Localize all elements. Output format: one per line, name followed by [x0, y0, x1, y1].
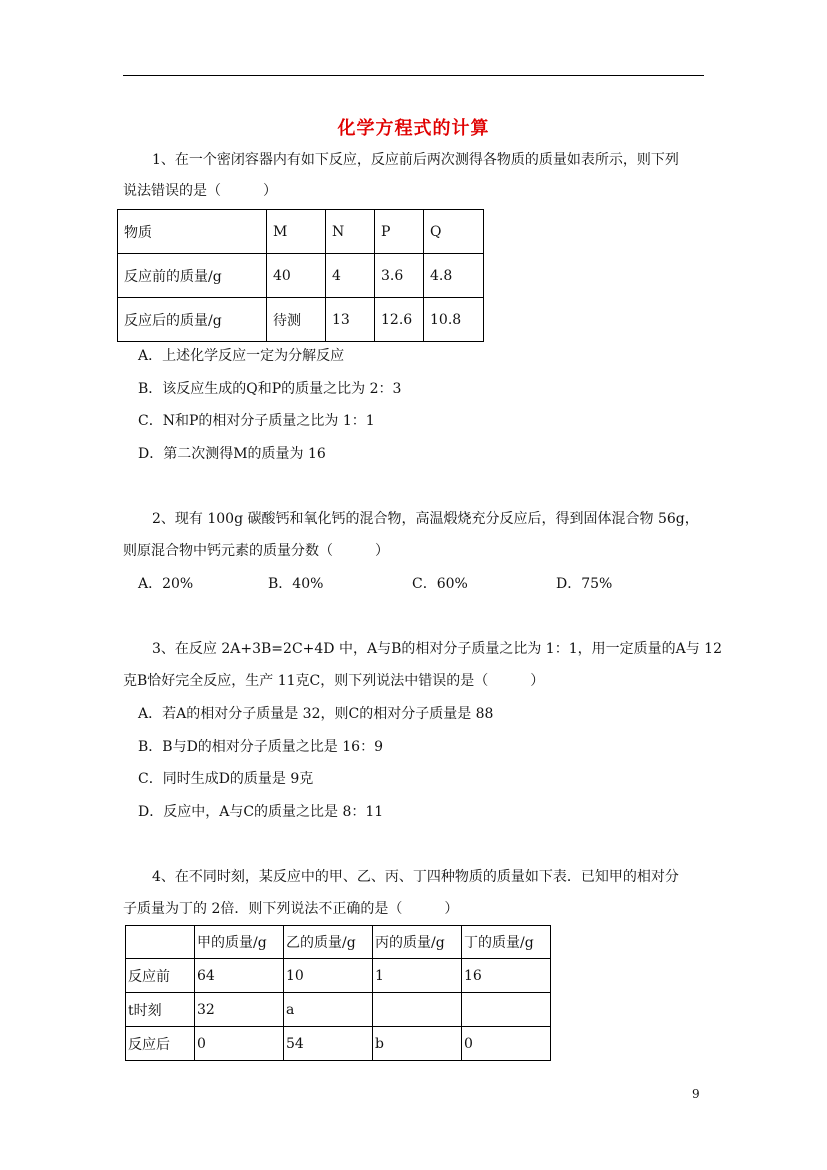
q1-stem-line2: 说法错误的是（ ）: [123, 183, 277, 199]
q2-option-c: C．60%: [412, 576, 468, 592]
q4-stem-line1: 4、在不同时刻，某反应中的甲、乙、丙、丁四种物质的质量如下表．已知甲的相对分: [152, 869, 679, 885]
table-cell: [126, 926, 195, 959]
table-cell: a: [284, 993, 373, 1027]
table-row: [118, 298, 484, 342]
q3-option-a: A．若A的相对分子质量是 32，则C的相对分子质量是 88: [138, 706, 494, 722]
q3-option-b: B．B与D的相对分子质量之比是 16：9: [138, 739, 383, 755]
table-cell: 32: [195, 993, 284, 1027]
table-cell: 1: [373, 959, 462, 993]
q2-stem-line1: 2、现有 100g 碳酸钙和氧化钙的混合物，高温煅烧充分反应后，得到固体混合物 56g，: [152, 511, 699, 527]
table-cell: t时刻: [126, 993, 195, 1027]
table-cell: 13: [326, 298, 375, 342]
table-row: [118, 210, 484, 254]
table-cell: 丁的质量/g: [462, 926, 551, 959]
table-cell: 12.6: [375, 298, 424, 342]
table-cell: 乙的质量/g: [284, 926, 373, 959]
q2-option-b: B．40%: [268, 576, 324, 592]
table-cell: 10: [284, 959, 373, 993]
table-row: [118, 254, 484, 298]
table-cell: 3.6: [375, 254, 424, 298]
table-cell: 待测: [267, 298, 326, 342]
table-cell: 甲的质量/g: [195, 926, 284, 959]
table-cell: 16: [462, 959, 551, 993]
table-row: [126, 926, 551, 959]
table-cell: P: [375, 210, 424, 254]
q3-stem-line2: 克B恰好完全反应，生产 11克C，则下列说法中错误的是（ ）: [123, 673, 545, 689]
q4-stem-line2: 子质量为丁的 2倍．则下列说法不正确的是（ ）: [123, 901, 459, 917]
page-title: 化学方程式的计算: [337, 118, 490, 139]
header-rule: [123, 75, 704, 76]
table-cell: [462, 993, 551, 1027]
q3-option-c: C．同时生成D的质量是 9克: [138, 771, 314, 787]
table-cell: 反应后: [126, 1027, 195, 1061]
table-cell: 丙的质量/g: [373, 926, 462, 959]
q1-stem-line1: 1、在一个密闭容器内有如下反应，反应前后两次测得各物质的质量如表所示，则下列: [152, 152, 679, 168]
table-cell: 0: [195, 1027, 284, 1061]
table-cell: 4.8: [424, 254, 484, 298]
page-number: 9: [692, 1087, 700, 1101]
table-cell: 反应前的质量/g: [118, 254, 267, 298]
q1-option-c: C．N和P的相对分子质量之比为 1：1: [138, 413, 375, 429]
table-cell: M: [267, 210, 326, 254]
table-cell: Q: [424, 210, 484, 254]
table-cell: 54: [284, 1027, 373, 1061]
table-cell: [373, 993, 462, 1027]
table-row: [126, 959, 551, 993]
table-cell: b: [373, 1027, 462, 1061]
q1-option-a: A．上述化学反应一定为分解反应: [138, 348, 345, 364]
table-cell: 反应前: [126, 959, 195, 993]
table-cell: 0: [462, 1027, 551, 1061]
table-cell: 物质: [118, 210, 267, 254]
table-cell: 反应后的质量/g: [118, 298, 267, 342]
q1-table: [117, 209, 484, 342]
q2-option-d: D．75%: [556, 576, 613, 592]
q2-option-a: A．20%: [138, 576, 194, 592]
table-row: [126, 993, 551, 1027]
q1-option-d: D．第二次测得M的质量为 16: [138, 446, 326, 462]
q3-option-d: D．反应中，A与C的质量之比是 8：11: [138, 804, 384, 820]
q4-table: [125, 925, 551, 1061]
q2-stem-line2: 则原混合物中钙元素的质量分数（ ）: [123, 543, 389, 559]
table-cell: 64: [195, 959, 284, 993]
q1-option-b: B．该反应生成的Q和P的质量之比为 2：3: [138, 381, 402, 397]
table-cell: 4: [326, 254, 375, 298]
table-cell: 40: [267, 254, 326, 298]
table-cell: 10.8: [424, 298, 484, 342]
q3-stem-line1: 3、在反应 2A+3B=2C+4D 中，A与B的相对分子质量之比为 1：1，用一定质量的A与 12: [152, 641, 722, 657]
table-row: [126, 1027, 551, 1061]
table-cell: N: [326, 210, 375, 254]
